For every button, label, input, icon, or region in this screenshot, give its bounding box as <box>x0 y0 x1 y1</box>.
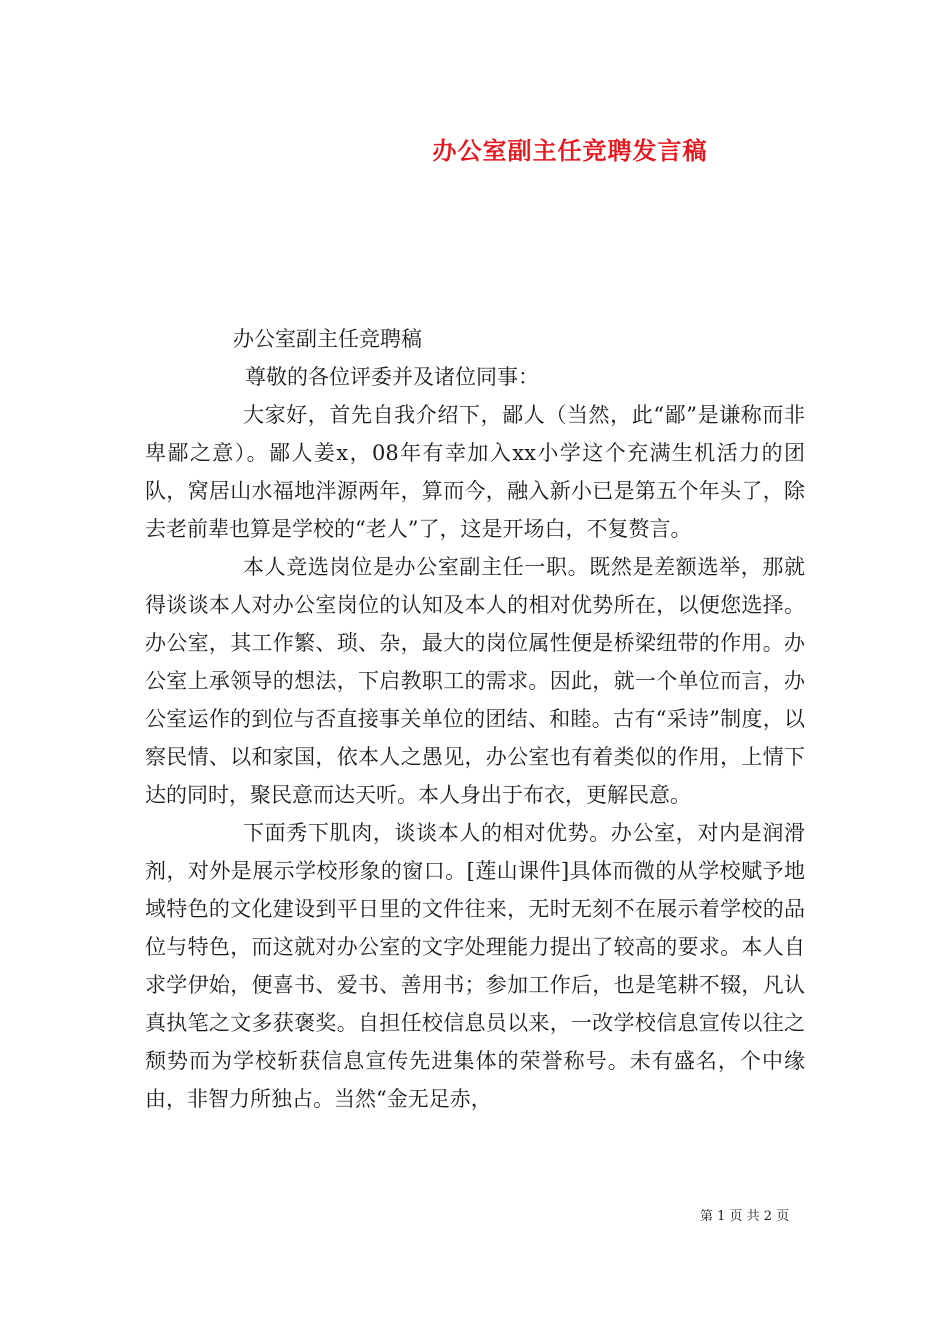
paragraph-position: 本人竞选岗位是办公室副主任一职。既然是差额选举，那就得谈谈本人对办公室岗位的认知及本人的相对优势所在，以便您选择。办公室，其工作繁、琐、杂，最大的岗位属性便是桥梁纽带的作用。办公室上承领导的想法，下启教职工的需求。因此，就一个单位而言，办公室运作的到位与否直接事关单位的团结、和睦。古有“采诗”制度，以察民情、以和家国，依本人之愚见，办公室也有着类似的作用，上情下达的同时，聚民意而达天听。本人身出于布衣，更解民意。 <box>145 555 805 807</box>
greeting-line: 尊敬的各位评委并及诸位同事： <box>245 365 539 389</box>
document-subtitle: 办公室副主任竞聘稿 <box>233 327 422 351</box>
document-body <box>145 320 805 1118</box>
paragraph-advantages: 下面秀下肌肉，谈谈本人的相对优势。办公室，对内是润滑剂，对外是展示学校形象的窗口。[莲山课件]具体而微的从学校赋予地域特色的文化建设到平日里的文件往来，无时无刻不在展示着学校的品位与特色，而这就对办公室的文字处理能力提出了较高的要求。本人自求学伊始，便喜书、爱书、善用书；参加工作后，也是笔耕不辍，凡认真执笔之文多获褒奖。自担任校信息员以来，一改学校信息宣传以往之颓势而为学校斩获信息宣传先进集体的荣誉称号。未有盛名，个中缘由，非智力所独占。当然“金无足赤， <box>145 821 805 1111</box>
paragraph-introduction: 大家好，首先自我介绍下，鄙人（当然，此“鄙”是谦称而非卑鄙之意）。鄙人姜x，08年有幸加入xx小学这个充满生机活力的团队，窝居山水福地泮源两年，算而今，融入新小已是第五个年头了，除去老前辈也算是学校的“老人”了，这是开场白，不复赘言。 <box>145 403 805 541</box>
page-footer: 第 1 页 共 2 页 <box>700 1209 790 1224</box>
document-title: 办公室副主任竞聘发言稿 <box>432 136 708 165</box>
